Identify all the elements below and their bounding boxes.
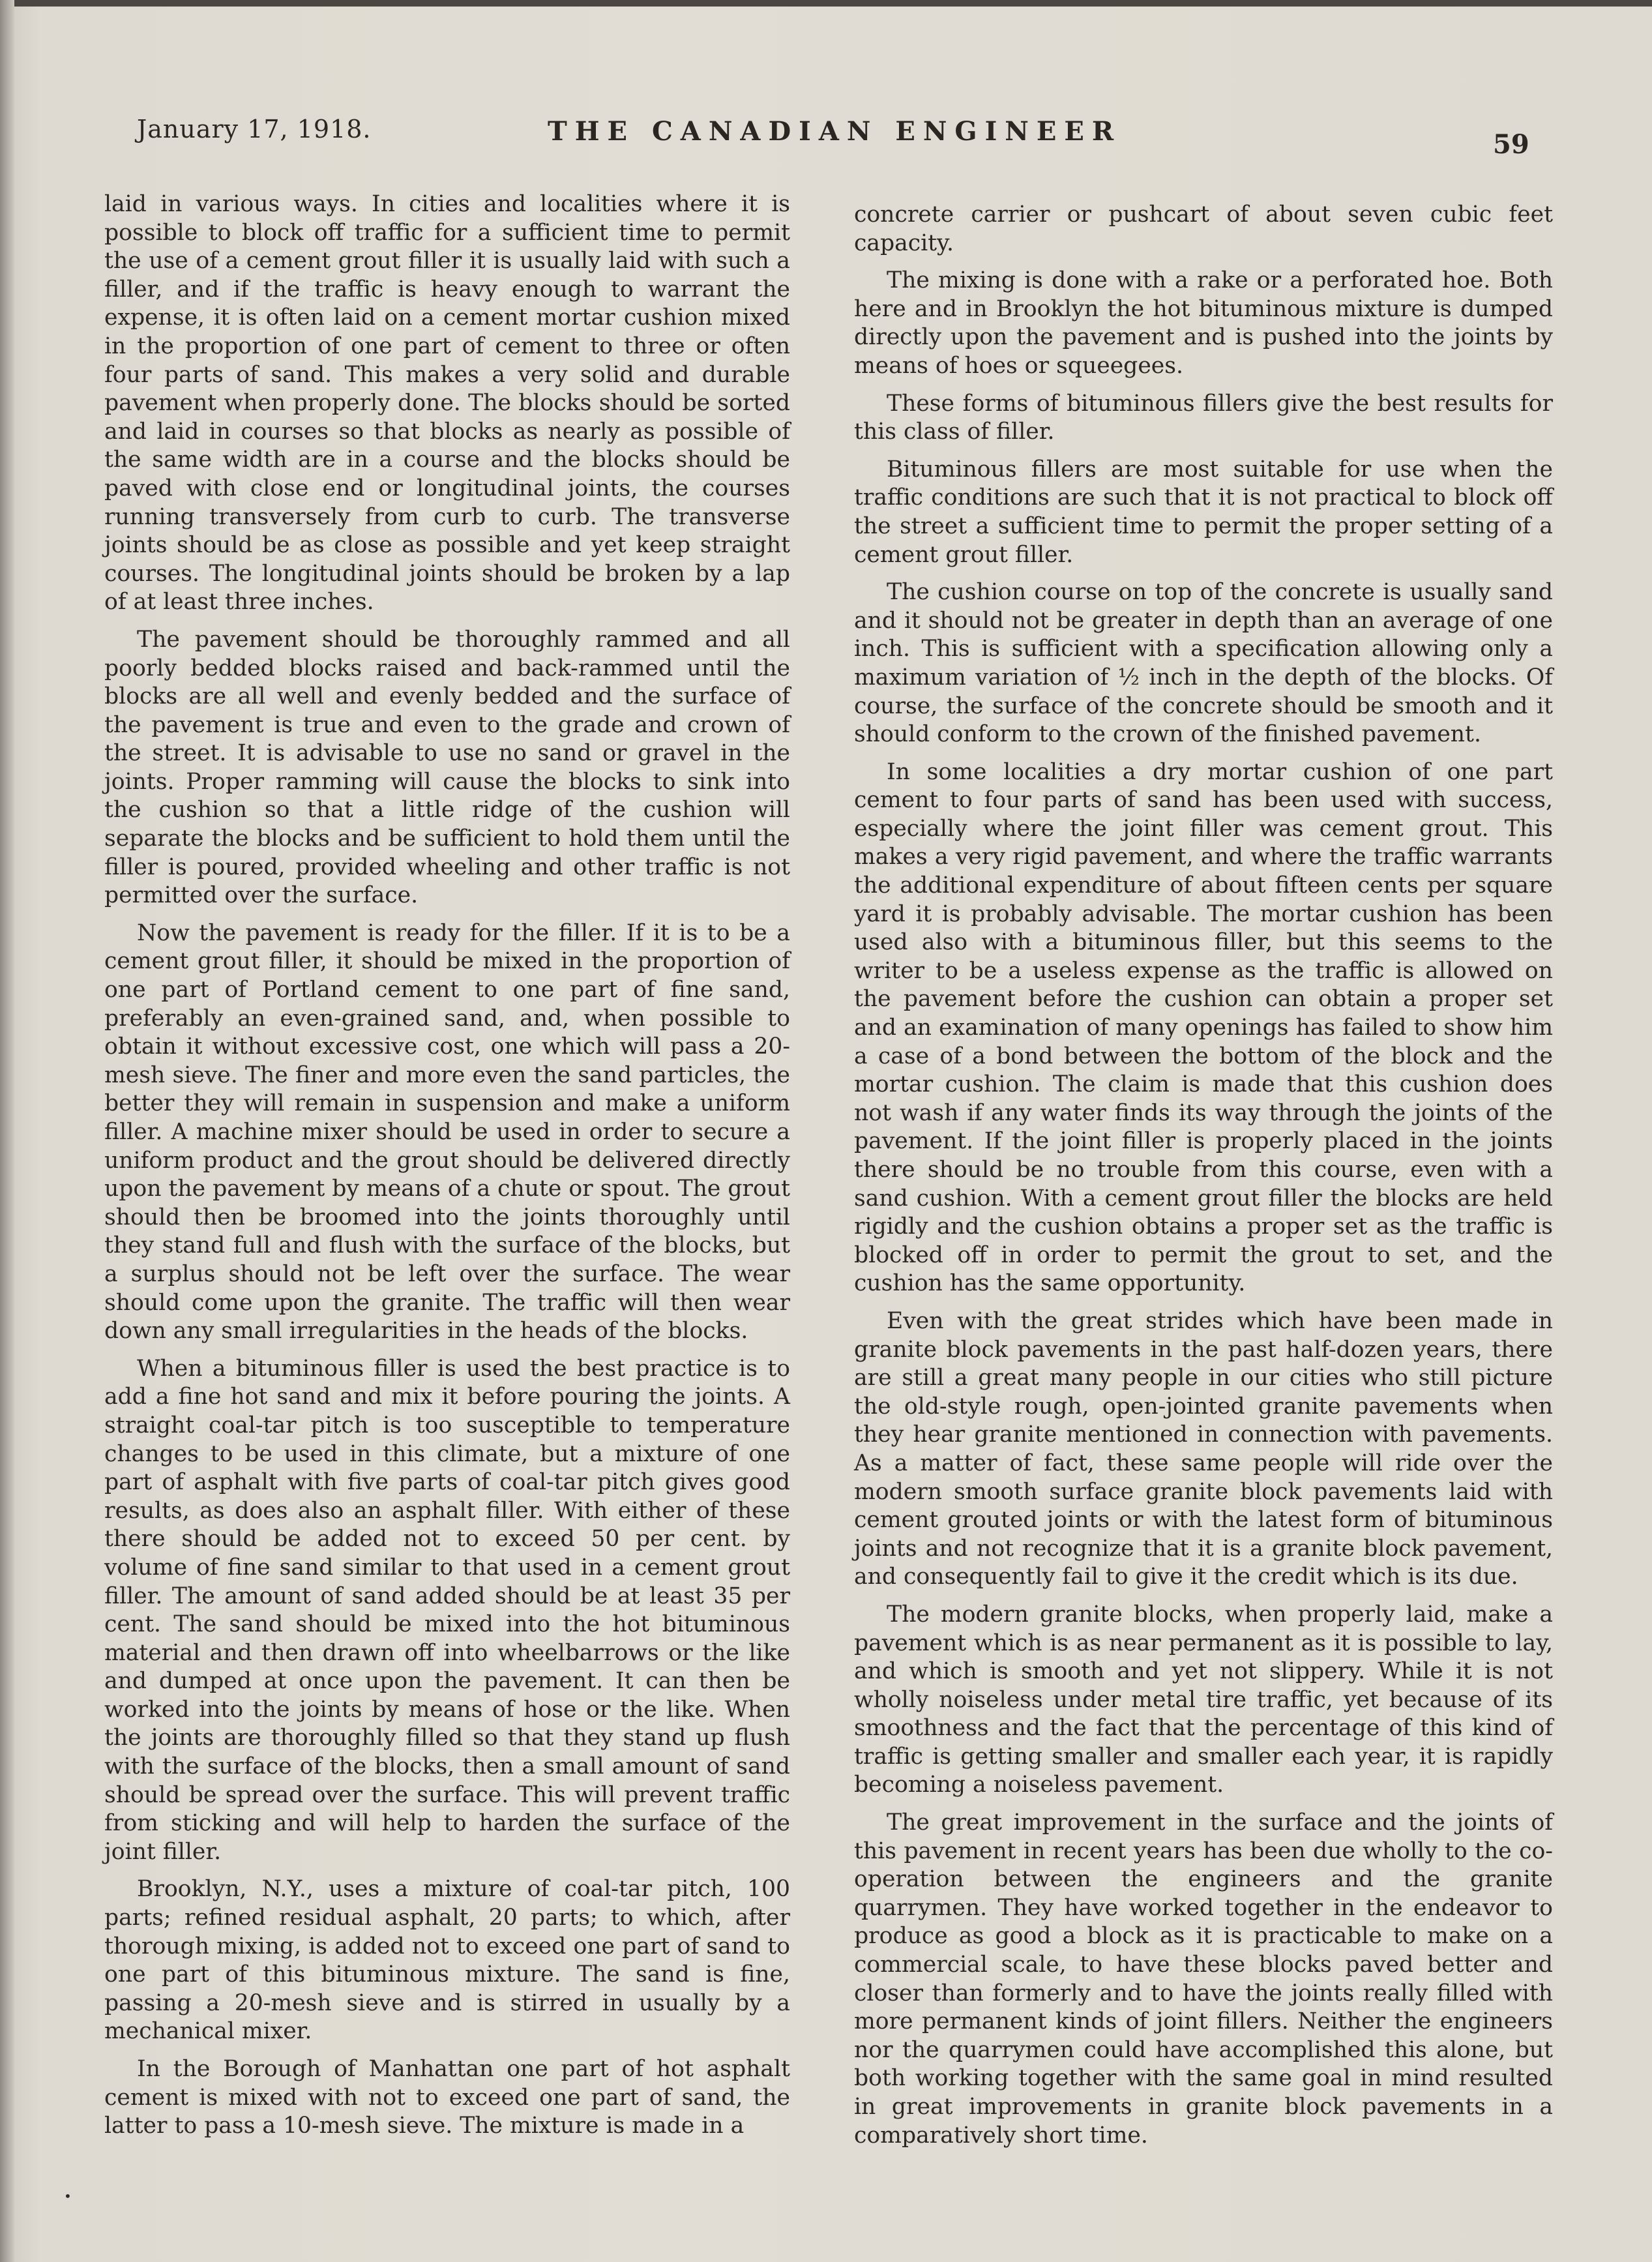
right-column bbox=[854, 201, 1553, 2159]
paragraph: Now the pavement is ready for the filler. If it is to be a cement grout filler, it should be mixed in the proportion of one part of Portland cement to one part of fine sand, preferably an even-grained sand, and, when possible to obtain it without excessive cost, one which will pass a 20-mesh sieve. The finer and more even the sand particles, the better they will remain in suspension and make a uniform filler. A machine mixer should be used in order to secure a uniform product and the grout should be delivered directly upon the pavement by means of a chute or spout. The grout should then be broomed into the joints thoroughly until they stand full and flush with the surface of the blocks, but a surplus should not be left over the surface. The wear should come upon the granite. The traffic will then wear down any small irregularities in the heads of the blocks. bbox=[104, 919, 790, 1345]
paragraph: In the Borough of Manhattan one part of hot asphalt cement is mixed with not to exceed one part of sand, the latter to pass a 10-mesh sieve. The mixture is made in a bbox=[104, 2056, 790, 2139]
margin-mark: • bbox=[64, 2188, 72, 2204]
left-column bbox=[104, 190, 790, 2150]
paragraph: Even with the great strides which have been made in granite block pavements in the past half-dozen years, there are still a great many people in our cities who still picture the old-style rough, open-jointed granite pavements when they hear granite mentioned in connection with pavements. As a matter of fact, these same people will ride over the modern smooth surface granite block pavements laid with cement grouted joints or with the latest form of bituminous joints and not recognize that it is a granite block pavement, and consequently fail to give it the credit which is its due. bbox=[854, 1307, 1553, 1590]
paragraph: These forms of bituminous fillers give the best results for this class of filler. bbox=[854, 390, 1553, 445]
paragraph: laid in various ways. In cities and localities where it is possible to block off traffic for a sufficient time to permit the use of a cement grout filler it is usually laid with such a filler, and if the traffic is heavy enough to warrant the expense, it is often laid on a cement mortar cushion mixed in the proportion of one part of cement to three or often four parts of sand. This makes a very solid and durable pavement when properly done. The blocks should be sorted and laid in courses so that blocks as nearly as possible of the same width are in a course and the blocks should be paved with close end or longitudinal joints, the courses running transversely from curb to curb. The transverse joints should be as close as possible and yet keep straight courses. The longitudinal joints should be broken by a lap of at least three inches. bbox=[104, 191, 790, 616]
paragraph: The mixing is done with a rake or a perforated hoe. Both here and in Brooklyn the hot bituminous mixture is dumped directly upon the pavement and is pushed into the joints by means of hoes or squeegees. bbox=[854, 267, 1553, 379]
paragraph: The great improvement in the surface and the joints of this pavement in recent years has been due wholly to the co-operation between the engineers and the granite quarrymen. They have worked together in the endeavor to produce as good a block as it is practicable to make on a commercial scale, to have these blocks paved better and closer than formerly and to have the joints really filled with more permanent kinds of joint fillers. Neither the engineers nor the quarrymen could have accomplished this alone, but both working together with the same goal in mind resulted in great improvements in granite block pavements in a comparatively short time. bbox=[854, 1809, 1553, 2149]
page-number: 59 bbox=[1493, 129, 1529, 160]
binding-spine bbox=[0, 0, 14, 2262]
paragraph: concrete carrier or pushcart of about seven cubic feet capacity. bbox=[854, 201, 1553, 256]
paragraph: The cushion course on top of the concrete is usually sand and it should not be greater in depth than an average of one inch. This is sufficient with a specification allowing only a maximum variation of ½ inch in the depth of the blocks. Of course, the surface of the concrete should be smooth and it should conform to the crown of the finished pavement. bbox=[854, 579, 1553, 748]
paragraph: Bituminous fillers are most suitable for use when the traffic conditions are such that it is not practical to block off the street a sufficient time to permit the proper setting of a cement grout filler. bbox=[854, 456, 1553, 568]
paragraph: Brooklyn, N.Y., uses a mixture of coal-tar pitch, 100 parts; refined residual asphalt, 20 parts; to which, after thorough mixing, is added not to exceed one part of sand to one part of this bituminous mixture. The sand is fine, passing a 20-mesh sieve and is stirred in usually by a mechanical mixer. bbox=[104, 1876, 790, 2045]
paragraph: The modern granite blocks, when properly laid, make a pavement which is as near permanent as it is possible to lay, and which is smooth and yet not slippery. While it is not wholly noiseless under metal tire traffic, yet because of its smoothness and the fact that the percentage of this kind of traffic is getting smaller and smaller each year, it is rapidly becoming a noiseless pavement. bbox=[854, 1601, 1553, 1798]
journal-title: THE CANADIAN ENGINEER bbox=[548, 116, 1122, 147]
paragraph: When a bituminous filler is used the best practice is to add a fine hot sand and mix it before pouring the joints. A straight coal-tar pitch is too susceptible to temperature changes to be used in this climate, but a mixture of one part of asphalt with five parts of coal-tar pitch gives good results, as does also an asphalt filler. With either of these there should be added not to exceed 50 per cent. by volume of fine sand similar to that used in a cement grout filler. The amount of sand added should be at least 35 per cent. The sand should be mixed into the hot bituminous material and then drawn off into wheelbarrows or the like and dumped at once upon the pavement. It can then be worked into the joints by means of hose or the like. When the joints are thoroughly filled so that they stand up flush with the surface of the blocks, then a small amount of sand should be spread over the surface. This will prevent traffic from sticking and will help to harden the surface of the joint filler. bbox=[104, 1355, 790, 1865]
paragraph: In some localities a dry mortar cushion of one part cement to four parts of sand has been used with success, especially where the joint filler was cement grout. This makes a very rigid pavement, and where the traffic warrants the additional expenditure of about fifteen cents per square yard it is probably advisable. The mortar cushion has been used also with a bituminous filler, but this seems to the writer to be a useless expense as the traffic is allowed on the pavement before the cushion can obtain a proper set and an examination of many openings has failed to show him a case of a bond between the bottom of the block and the mortar cushion. The claim is made that this cushion does not wash if any water finds its way through the joints of the pavement. If the joint filler is properly placed in the joints there should be no trouble from this course, even with a sand cushion. With a cement grout filler the blocks are held rigidly and the cushion obtains a proper set as the traffic is blocked off in order to permit the grout to set, and the cushion has the same opportunity. bbox=[854, 758, 1553, 1297]
issue-date: January 17, 1918. bbox=[137, 115, 372, 143]
top-border bbox=[0, 0, 1652, 7]
paragraph: The pavement should be thoroughly rammed and all poorly bedded blocks raised and back-rammed until the blocks are all well and evenly bedded and the surface of the pavement is true and even to the grade and crown of the street. It is advisable to use no sand or gravel in the joints. Proper ramming will cause the blocks to sink into the cushion so that a little ridge of the cushion will separate the blocks and be sufficient to hold them until the filler is poured, provided wheeling and other traffic is not permitted over the surface. bbox=[104, 626, 790, 909]
